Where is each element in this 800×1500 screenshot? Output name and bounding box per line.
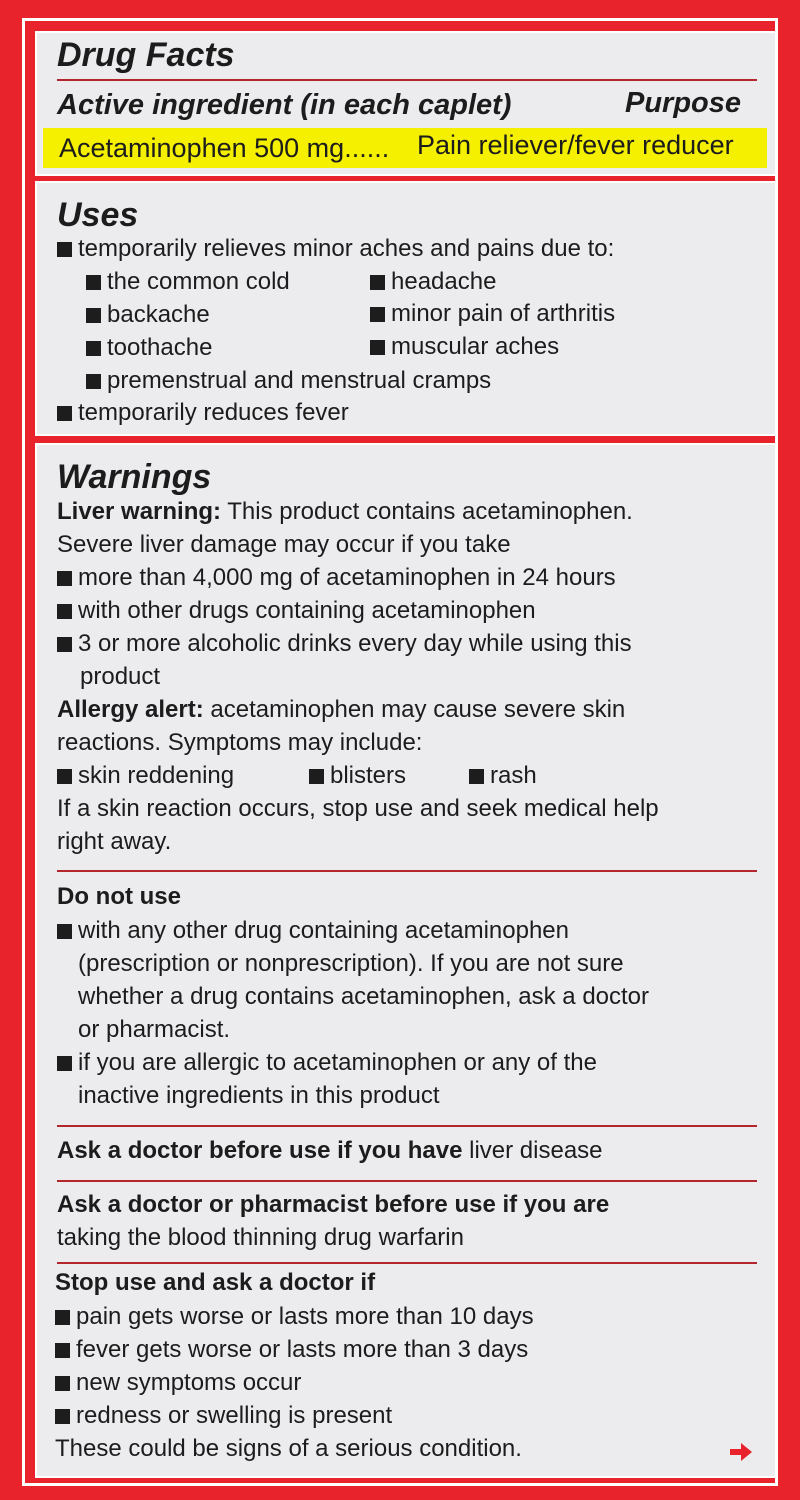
purpose-heading: Purpose <box>625 87 742 119</box>
divider <box>57 1125 757 1127</box>
uses-item: muscular aches <box>370 331 559 363</box>
bullet-icon <box>55 1376 70 1391</box>
allergy-line: right away. <box>57 828 172 855</box>
liver-item: with other drugs containing acetaminophen <box>57 595 536 627</box>
do-not-use-item-cont: whether a drug contains acetaminophen, ask a doctor <box>78 983 650 1010</box>
do-not-use-item-cont: or pharmacist. <box>78 1016 231 1043</box>
stop-use-item: redness or swelling is present <box>55 1400 392 1432</box>
bullet-icon <box>55 1409 70 1424</box>
divider <box>57 870 757 872</box>
bullet-icon <box>57 406 72 421</box>
bullet-icon <box>55 1343 70 1358</box>
divider <box>57 1180 757 1182</box>
do-not-use-item-cont: (prescription or nonprescription). If you are not sure <box>78 950 624 977</box>
allergy-line: reactions. Symptoms may include: <box>57 729 423 756</box>
stop-use-item: fever gets worse or lasts more than 3 days <box>55 1334 528 1366</box>
ingredient-purpose: Pain reliever/fever reducer <box>417 130 734 160</box>
uses-heading: Uses <box>57 196 139 234</box>
bullet-icon <box>57 637 72 652</box>
bullet-icon <box>57 242 72 257</box>
allergy-item: blisters <box>309 760 406 792</box>
stop-use-item: pain gets worse or lasts more than 10 days <box>55 1301 534 1333</box>
bullet-icon <box>86 374 101 389</box>
bullet-icon <box>55 1310 70 1325</box>
do-not-use-item-cont: inactive ingredients in this product <box>78 1082 440 1109</box>
do-not-use-item: with any other drug containing acetaminophen <box>57 915 569 947</box>
uses-item: toothache <box>86 332 212 364</box>
liver-item: 3 or more alcoholic drinks every day while using this <box>57 628 632 660</box>
drug-facts-title: Drug Facts <box>57 36 235 74</box>
allergy-line: If a skin reaction occurs, stop use and seek medical help <box>57 795 659 822</box>
liver-item-cont: product <box>80 663 161 690</box>
bullet-icon <box>370 275 385 290</box>
bullet-icon <box>309 769 324 784</box>
bullet-icon <box>57 924 72 939</box>
active-ingredient-heading: Active ingredient (in each caplet) <box>57 89 512 121</box>
allergy-item: rash <box>469 760 537 792</box>
bullet-icon <box>57 604 72 619</box>
ask-doctor: Ask a doctor before use if you have liver disease <box>57 1137 603 1164</box>
warnings-panel <box>35 443 777 1478</box>
ask-pharmacist-heading: Ask a doctor or pharmacist before use if you are <box>57 1191 610 1218</box>
bullet-icon <box>86 341 101 356</box>
arrow-right-icon <box>730 1443 752 1461</box>
bullet-icon <box>370 340 385 355</box>
bullet-icon <box>370 307 385 322</box>
allergy-alert: Allergy alert: acetaminophen may cause severe skin <box>57 696 626 723</box>
liver-warning-line: Severe liver damage may occur if you take <box>57 531 511 558</box>
uses-outro: temporarily reduces fever <box>57 397 349 429</box>
warnings-heading: Warnings <box>57 458 212 496</box>
uses-item: premenstrual and menstrual cramps <box>86 365 491 397</box>
uses-item: backache <box>86 299 210 331</box>
bullet-icon <box>57 571 72 586</box>
divider <box>57 79 757 81</box>
stop-use-item: new symptoms occur <box>55 1367 301 1399</box>
uses-item: headache <box>370 266 496 298</box>
allergy-item: skin reddening <box>57 760 234 792</box>
do-not-use-heading: Do not use <box>57 883 181 910</box>
ask-pharmacist-text: taking the blood thinning drug warfarin <box>57 1224 464 1251</box>
bullet-icon <box>57 1056 72 1071</box>
ingredient-name: Acetaminophen 500 mg...... <box>59 133 390 163</box>
do-not-use-item: if you are allergic to acetaminophen or any of the <box>57 1047 597 1079</box>
stop-use-outro: These could be signs of a serious condition. <box>55 1435 522 1462</box>
bullet-icon <box>469 769 484 784</box>
uses-intro: temporarily relieves minor aches and pains due to: <box>57 233 614 265</box>
liver-item: more than 4,000 mg of acetaminophen in 24 hours <box>57 562 616 594</box>
uses-item: minor pain of arthritis <box>370 298 615 330</box>
stop-use-heading: Stop use and ask a doctor if <box>55 1269 376 1296</box>
uses-panel <box>35 181 777 436</box>
bullet-icon <box>57 769 72 784</box>
liver-warning: Liver warning: This product contains acetaminophen. <box>57 498 633 525</box>
bullet-icon <box>86 275 101 290</box>
active-ingredient-panel <box>35 31 777 176</box>
uses-item: the common cold <box>86 266 290 298</box>
divider <box>57 1262 757 1264</box>
bullet-icon <box>86 308 101 323</box>
